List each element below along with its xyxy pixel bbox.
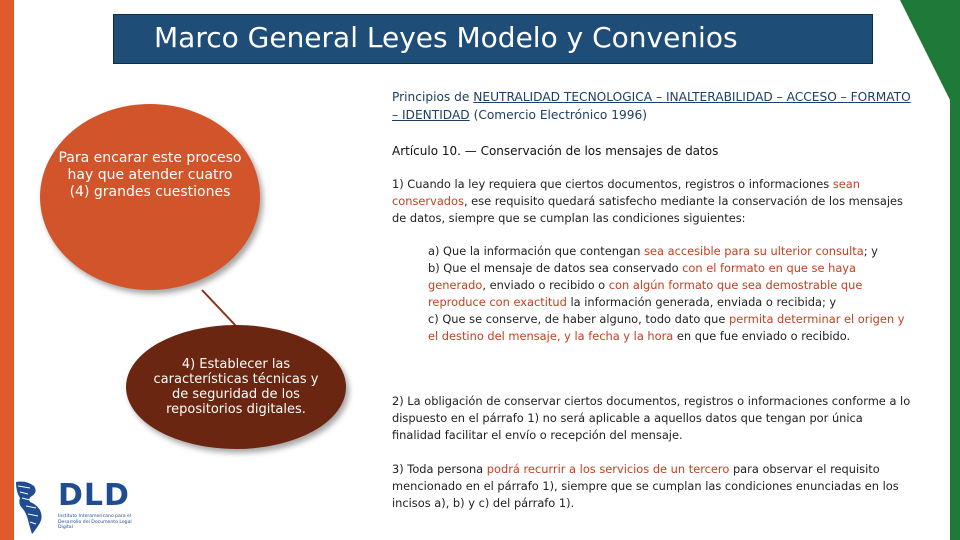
page-title: Marco General Leyes Modelo y Convenios	[154, 21, 738, 54]
condition-a-pre: a) Que la información que contengan	[428, 244, 645, 258]
condition-b-highlight-2: con algún formato que sea demostrable que reproduce con exactitud	[428, 278, 863, 309]
principles-suffix: (Comercio Electrónico 1996)	[469, 108, 648, 122]
condition-b-highlight-1: con el formato en que se haya generado	[428, 261, 857, 292]
p3-post: para observar el requisito mencionado en el párrafo 1), siempre que se cumplan las condiciones enunciadas en los incisos a), b) y c) del párrafo 1).	[392, 462, 899, 510]
issues-circle-text: Para encarar este proceso hay que atender cuatro (4) grandes cuestiones	[58, 150, 242, 200]
condition-b	[428, 260, 908, 311]
condition-b-post: la información generada, enviada o recibida; y	[566, 295, 837, 309]
americas-map-icon	[12, 478, 56, 536]
p1-text-a: 1) Cuando la ley requiera que ciertos documentos, registros o informaciones	[392, 177, 833, 191]
paragraph-2: 2) La obligación de conservar ciertos documentos, registros o informaciones conforme a lo dispuesto en el párrafo 1) no será aplicable a aquellos datos que tengan por única finalidad facilitar el envío o recepción del mensaje.	[392, 394, 911, 442]
principles-prefix: Principios de	[392, 90, 474, 104]
point-four-circle	[126, 325, 346, 449]
article-heading: Artículo 10. — Conservación de los mensajes de datos	[392, 144, 719, 158]
principles-heading	[392, 88, 914, 124]
dld-logo	[12, 478, 132, 536]
logo-name: DLD	[58, 478, 130, 513]
condition-c	[428, 311, 908, 345]
principles-list: NEUTRALIDAD TECNOLOGICA – INALTERABILIDAD – ACCESO – FORMATO – IDENTIDAD	[392, 90, 911, 122]
p1-text-b: , ese requisito quedará satisfecho mediante la conservación de los mensajes de datos, siempre que se cumplan las condiciones siguientes:	[392, 194, 903, 225]
condition-b-pre: b) Que el mensaje de datos sea conservado	[428, 261, 683, 275]
condition-c-post: en que fue enviado o recibido.	[673, 329, 851, 343]
conditions-list	[428, 243, 908, 345]
paragraph-3	[392, 461, 912, 512]
logo-subtitle: Instituto Interamericano para el Desarrollo del Documento Legal Digital	[58, 514, 132, 530]
condition-b-mid: , enviado o recibido o	[482, 278, 609, 292]
p3-pre: 3) Toda persona	[392, 462, 487, 476]
paragraph-1	[392, 176, 912, 227]
condition-a-highlight: sea accesible para su ulterior consulta	[644, 244, 864, 258]
condition-a-post: ; y	[863, 244, 878, 258]
p1-highlight: sean conservados	[392, 177, 860, 208]
point-four-text: 4) Establecer las características técnicas y de seguridad de los repositorios digitales.	[153, 357, 319, 417]
p3-highlight: podrá recurrir a los servicios de un tercero	[486, 462, 730, 476]
condition-a	[428, 243, 908, 260]
condition-c-pre: c) Que se conserve, de haber alguno, todo dato que	[428, 312, 729, 326]
condition-c-highlight: permita determinar el origen y el destino del mensaje, y la fecha y la hora	[428, 312, 905, 343]
issues-circle	[40, 104, 260, 290]
